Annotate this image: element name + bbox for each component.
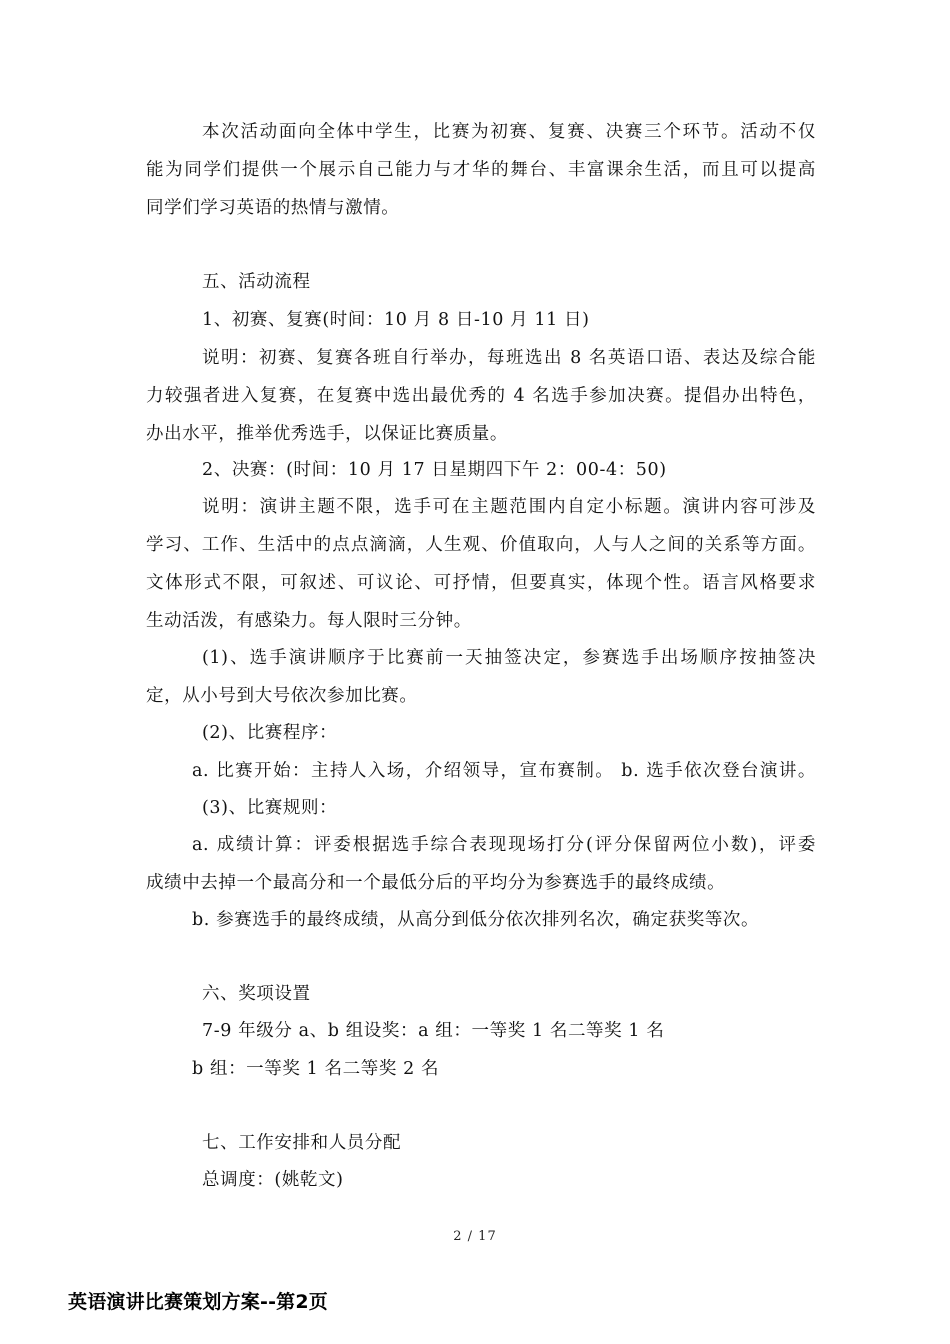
footer-title: 英语演讲比赛策划方案--第2页 — [68, 1291, 328, 1313]
round-2-desc-line-4: 生动活泼，有感染力。每人限时三分钟。 — [146, 611, 472, 631]
rule-2-body: a. 比赛开始：主持人入场，介绍领导，宣布赛制。 b. 选手依次登台演讲。 — [192, 761, 816, 781]
section-7-heading: 七、工作安排和人员分配 — [202, 1133, 402, 1153]
round-2-desc-line-2: 学习、工作、生活中的点点滴滴，人生观、价值取向，人与人之间的关系等方面。 — [146, 535, 816, 555]
page-number: 2 / 17 — [453, 1229, 497, 1244]
rule-2-title: (2)、比赛程序： — [202, 723, 338, 743]
round-2-desc-line-1: 说明：演讲主题不限，选手可在主题范围内自定小标题。演讲内容可涉及 — [202, 497, 816, 517]
round-2-desc-line-3: 文体形式不限，可叙述、可议论、可抒情，但要真实，体现个性。语言风格要求 — [146, 573, 816, 593]
round-1-desc-line-2: 力较强者进入复赛，在复赛中选出最优秀的 4 名选手参加决赛。提倡办出特色， — [146, 386, 816, 406]
round-1-desc-line-1: 说明：初赛、复赛各班自行举办，每班选出 8 名英语口语、表达及综合能 — [202, 348, 816, 368]
round-1-title: 1、初赛、复赛(时间：10 月 8 日-10 月 11 日) — [202, 310, 590, 330]
rule-3-b: b. 参赛选手的最终成绩，从高分到低分依次排列名次，确定获奖等次。 — [192, 910, 760, 930]
rule-1-line-1: (1)、选手演讲顺序于比赛前一天抽签决定，参赛选手出场顺序按抽签决 — [202, 648, 816, 668]
coordinator-line: 总调度：(姚乾文) — [202, 1170, 344, 1190]
section-6-heading: 六、奖项设置 — [202, 984, 311, 1004]
round-2-title: 2、决赛：(时间：10 月 17 日星期四下午 2：00-4：50) — [202, 460, 667, 480]
intro-line-3: 同学们学习英语的热情与激情。 — [146, 198, 400, 218]
rule-3-title: (3)、比赛规则： — [202, 798, 338, 818]
intro-line-2: 能为同学们提供一个展示自己能力与才华的舞台、丰富课余生活，而且可以提高 — [146, 160, 816, 180]
intro-line-1: 本次活动面向全体中学生，比赛为初赛、复赛、决赛三个环节。活动不仅 — [202, 122, 816, 142]
section-5-heading: 五、活动流程 — [202, 272, 311, 292]
awards-group-a: 7-9 年级分 a、b 组设奖：a 组：一等奖 1 名二等奖 1 名 — [202, 1021, 665, 1041]
round-1-desc-line-3: 办出水平，推举优秀选手，以保证比赛质量。 — [146, 424, 508, 444]
awards-group-b: b 组：一等奖 1 名二等奖 2 名 — [192, 1059, 440, 1079]
rule-1-line-2: 定，从小号到大号依次参加比赛。 — [146, 686, 418, 706]
rule-3-a-line-2: 成绩中去掉一个最高分和一个最低分后的平均分为参赛选手的最终成绩。 — [146, 873, 726, 893]
rule-3-a-line-1: a. 成绩计算：评委根据选手综合表现现场打分(评分保留两位小数)，评委 — [192, 835, 816, 855]
